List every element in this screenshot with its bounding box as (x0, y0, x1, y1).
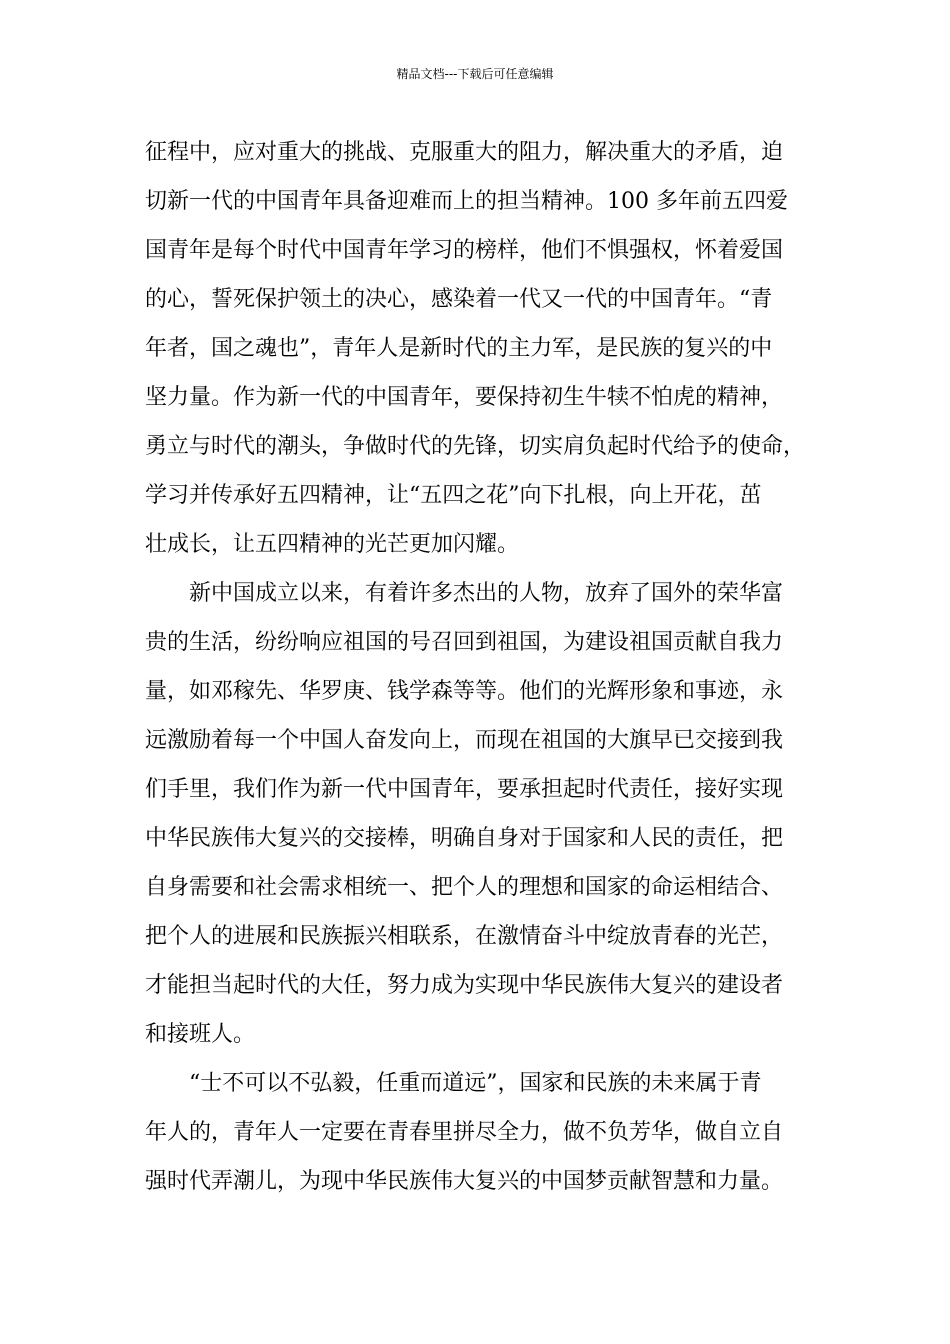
text-line: “士不可以不弘毅，任重而道远”，国家和民族的未来属于青 (189, 1071, 762, 1096)
text-line: 的心，誓死保护领土的决心，感染着一代又一代的中国青年。“青 (145, 287, 773, 312)
text-line: 新中国成立以来，有着许多杰出的人物，放弃了国外的荣华富 (189, 581, 784, 606)
text-line: 征程中，应对重大的挑战、克服重大的阻力，解决重大的矛盾，迫 (145, 140, 784, 165)
paragraph-2 (145, 569, 835, 1059)
text-line: 勇立与时代的潮头，争做时代的先锋，切实肩负起时代给予的使命， (145, 434, 806, 459)
text-line: 坚力量。作为新一代的中国青年，要保持初生牛犊不怕虎的精神， (145, 385, 784, 410)
text-line: 把个人的进展和民族振兴相联系，在激情奋斗中绽放青春的光芒， (145, 924, 784, 949)
text-line: 学习并传承好五四精神，让“五四之花”向下扎根，向上开花，茁 (145, 483, 762, 508)
text-line: 年者，国之魂也”，青年人是新时代的主力军，是民族的复兴的中 (145, 336, 773, 361)
text-line: 们手里，我们作为新一代中国青年，要承担起时代责任，接好实现 (145, 777, 784, 802)
text-line: 才能担当起时代的大任，努力成为实现中华民族伟大复兴的建设者 (145, 973, 784, 998)
text-line: 年人的，青年人一定要在青春里拼尽全力，做不负芳华，做自立自 (145, 1120, 784, 1145)
text-line: 壮成长，让五四精神的光芒更加闪耀。 (145, 532, 520, 557)
text-line: 量，如邓稼先、华罗庚、钱学森等等。他们的光辉形象和事迹，永 (145, 679, 784, 704)
page-header: 精品文档---下载后可任意编辑 (396, 67, 554, 81)
paragraph-3 (145, 1059, 835, 1206)
body-text (145, 128, 835, 1206)
paragraph-1 (145, 128, 835, 569)
text-line: 强时代弄潮儿，为现中华民族伟大复兴的中国梦贡献智慧和力量。 (145, 1169, 784, 1194)
text-line: 国青年是每个时代中国青年学习的榜样，他们不惧强权，怀着爱国 (145, 238, 784, 263)
text-line: 自身需要和社会需求相统一、把个人的理想和国家的命运相结合、 (145, 875, 784, 900)
text-line: 贵的生活，纷纷响应祖国的号召回到祖国，为建设祖国贡献自我力 (145, 630, 784, 655)
text-line: 中华民族伟大复兴的交接棒，明确自身对于国家和人民的责任，把 (145, 826, 784, 851)
text-line: 和接班人。 (145, 1022, 256, 1047)
text-line: 远激励着每一个中国人奋发向上，而现在祖国的大旗早已交接到我 (145, 728, 784, 753)
text-line: 切新一代的中国青年具备迎难而上的担当精神。100 多年前五四爱 (145, 189, 788, 214)
